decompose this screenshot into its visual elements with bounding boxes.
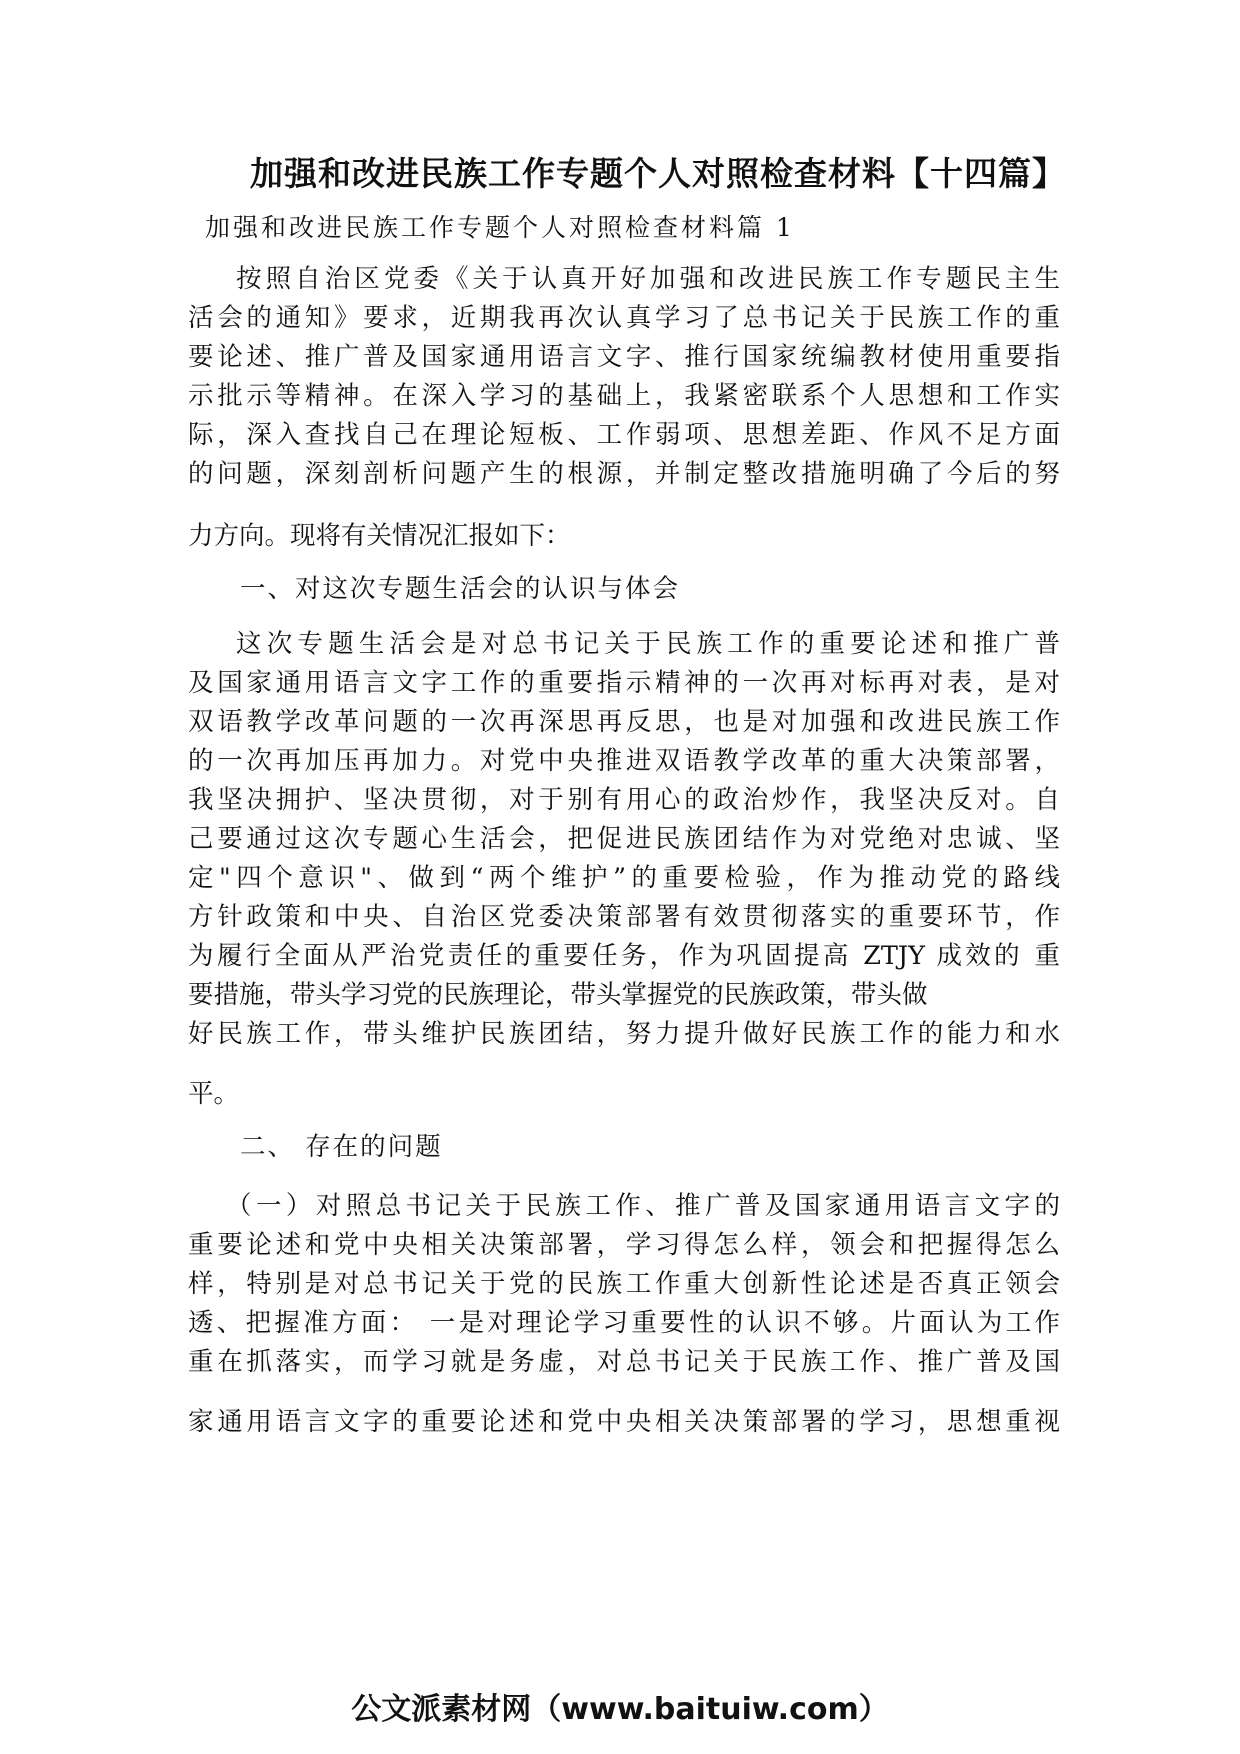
section-heading: 二、 存在的问题	[240, 1132, 443, 1162]
intro-line: 示批示等精神。在深入学习的基础上，我紧密联系个人思想和工作实	[188, 381, 1060, 411]
intro-line: 的问题，深刻剖析问题产生的根源，并制定整改措施明确了今后的努	[188, 459, 1060, 489]
paragraph-line: 好民族工作，带头维护民族团结，努力提升做好民族工作的能力和水	[188, 1019, 1060, 1049]
paragraph-line: 样，特别是对总书记关于党的民族工作重大创新性论述是否真正领会	[188, 1269, 1060, 1299]
intro-line: 力方向。现将有关情况汇报如下：	[188, 521, 571, 551]
paragraph-line: 为履行全面从严治党责任的重要任务，作为巩固提高 ZTJY 成效的 重	[188, 941, 1060, 971]
paragraph-line: 双语教学改革问题的一次再深思再反思，也是对加强和改进民族工作	[188, 707, 1060, 737]
paragraph-line: 方针政策和中央、自治区党委决策部署有效贯彻落实的重要环节，作	[188, 902, 1060, 932]
section-heading: 一、对这次专题生活会的认识与体会	[240, 574, 681, 604]
paragraph-line: 及国家通用语言文字工作的重要指示精神的一次再对标再对表，是对	[188, 668, 1060, 698]
intro-line: 活会的通知》要求，近期我再次认真学习了总书记关于民族工作的重	[188, 303, 1060, 333]
document-subtitle: 加强和改进民族工作专题个人对照检查材料篇 1	[205, 213, 795, 242]
paragraph-line: 己要通过这次专题心生活会，把促进民族团结作为对党绝对忠诚、坚	[188, 824, 1060, 854]
paragraph-line: （一）对照总书记关于民族工作、推广普及国家通用语言文字的	[226, 1191, 1060, 1221]
intro-line: 要论述、推广普及国家通用语言文字、推行国家统编教材使用重要指	[188, 342, 1060, 372]
paragraph-line: 定"四个意识"、做到“两个维护”的重要检验，作为推动党的路线	[188, 863, 1060, 893]
intro-line: 按照自治区党委《关于认真开好加强和改进民族工作专题民主生	[236, 264, 1060, 294]
paragraph-line: 这次专题生活会是对总书记关于民族工作的重要论述和推广普	[236, 629, 1060, 659]
intro-line: 际，深入查找自己在理论短板、工作弱项、思想差距、作风不足方面	[188, 420, 1060, 450]
page-footer: 公文派素材网（www.baituiw.com）	[351, 1692, 889, 1727]
paragraph-line: 家通用语言文字的重要论述和党中央相关决策部署的学习，思想重视	[188, 1407, 1060, 1437]
paragraph-line: 我坚决拥护、坚决贯彻，对于别有用心的政治炒作，我坚决反对。自	[188, 785, 1060, 815]
paragraph-line: 重要论述和党中央相关决策部署，学习得怎么样，领会和把握得怎么	[188, 1230, 1060, 1260]
paragraph-line: 透、把握准方面： 一是对理论学习重要性的认识不够。片面认为工作	[188, 1308, 1060, 1338]
paragraph-line: 的一次再加压再加力。对党中央推进双语教学改革的重大决策部署，	[188, 746, 1060, 776]
paragraph-line: 要措施，带头学习党的民族理论，带头掌握党的民族政策，带头做	[188, 980, 928, 1010]
document-title: 加强和改进民族工作专题个人对照检查材料【十四篇】	[250, 154, 1066, 193]
paragraph-line: 重在抓落实，而学习就是务虚，对总书记关于民族工作、推广普及国	[188, 1347, 1060, 1377]
paragraph-line: 平。	[188, 1079, 240, 1109]
